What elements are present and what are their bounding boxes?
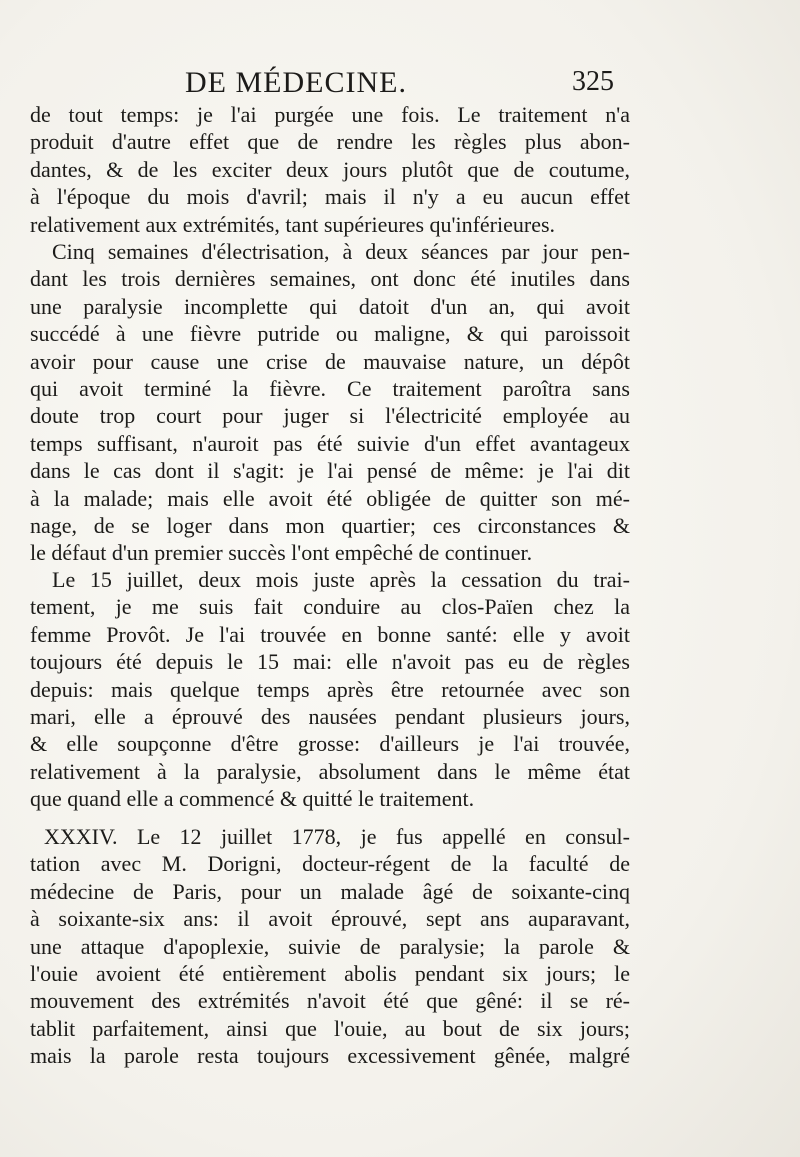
text-line: avoir pour cause une crise de mauvaise nature, un dépôt: [30, 348, 630, 374]
text-line: & elle soupçonne d'être grosse: d'ailleurs je l'ai trouvée,: [30, 731, 630, 757]
text-line: Le 15 juillet, deux mois juste après la cessation du trai-: [52, 567, 630, 592]
text-line: dantes, & de les exciter deux jours plutôt que de coutume,: [30, 156, 630, 182]
text-line: mais la parole resta toujours excessivement gênée, malgré: [30, 1043, 630, 1069]
text-line: qui avoit terminé la fièvre. Ce traitement paroîtra sans: [30, 375, 630, 401]
text-line: produit d'autre effet que de rendre les règles plus abon-: [30, 129, 630, 155]
text-line: à l'époque du mois d'avril; mais il n'y a eu aucun effet: [30, 184, 630, 210]
text-line: XXXIV. Le 12 juillet 1778, je fus appellé en consul-: [44, 824, 630, 849]
text-line: de tout temps: je l'ai purgée une fois. Le traitement n'a: [30, 102, 630, 127]
text-line: depuis: mais quelque temps après être retournée avec son: [30, 676, 630, 702]
text-line: tement, je me suis fait conduire au clos-Païen chez la: [30, 594, 630, 620]
text-line: Cinq semaines d'électrisation, à deux séances par jour pen-: [52, 239, 630, 264]
text-line: tation avec M. Dorigni, docteur-régent de la faculté de: [30, 851, 630, 877]
text-line: relativement aux extrémités, tant supérieures qu'inférieures.: [30, 211, 556, 237]
text-line: mari, elle a éprouvé des nausées pendant plusieurs jours,: [30, 703, 630, 729]
paragraph-2: [30, 238, 630, 567]
text-line: nage, de se loger dans mon quartier; ces circonstances &: [30, 512, 630, 538]
text-line: une paralysie incomplette qui datoit d'un an, qui avoit: [30, 293, 630, 319]
page-number: 325: [572, 66, 614, 97]
paragraph-1: [30, 101, 630, 238]
text-line: médecine de Paris, pour un malade âgé de soixante-cinq: [30, 878, 630, 904]
text-line: doute trop court pour juger si l'électricité employée au: [30, 403, 630, 429]
text-line: dant les trois dernières semaines, ont donc été inutiles dans: [30, 266, 630, 292]
text-line: femme Provôt. Je l'ai trouvée en bonne santé: elle y avoit: [30, 621, 630, 647]
text-line: succédé à une fièvre putride ou maligne, & qui paroissoit: [30, 321, 630, 347]
text-line: l'ouie avoient été entièrement abolis pendant six jours; le: [30, 960, 630, 986]
text-line: relativement à la paralysie, absolument dans le même état: [30, 758, 630, 784]
section-xxxiv: [30, 823, 630, 1070]
text-line: tablit parfaitement, ainsi que l'ouie, au bout de six jours;: [30, 1015, 630, 1041]
page-header: [0, 66, 800, 106]
text-line: mouvement des extrémités n'avoit été que gêné: il se ré-: [30, 988, 630, 1014]
text-line: à soixante-six ans: il avoit éprouvé, sept ans auparavant,: [30, 906, 630, 932]
text-line: le défaut d'un premier succès l'ont empêché de continuer.: [30, 540, 533, 566]
text-line: une attaque d'apoplexie, suivie de paralysie; la parole &: [30, 933, 630, 959]
text-line: toujours été depuis le 15 mai: elle n'avoit pas eu de règles: [30, 649, 630, 675]
text-line: à la malade; mais elle avoit été obligée de quitter son mé-: [30, 485, 630, 511]
text-line: temps suffisant, n'auroit pas été suivie d'un effet avantageux: [30, 430, 630, 456]
text-line: dans le cas dont il s'agit: je l'ai pensé de même: je l'ai dit: [30, 458, 630, 484]
text-line: que quand elle a commencé & quitté le traitement.: [30, 786, 475, 812]
running-head: DE MÉDECINE.: [185, 66, 407, 99]
paragraph-3: [30, 566, 630, 813]
